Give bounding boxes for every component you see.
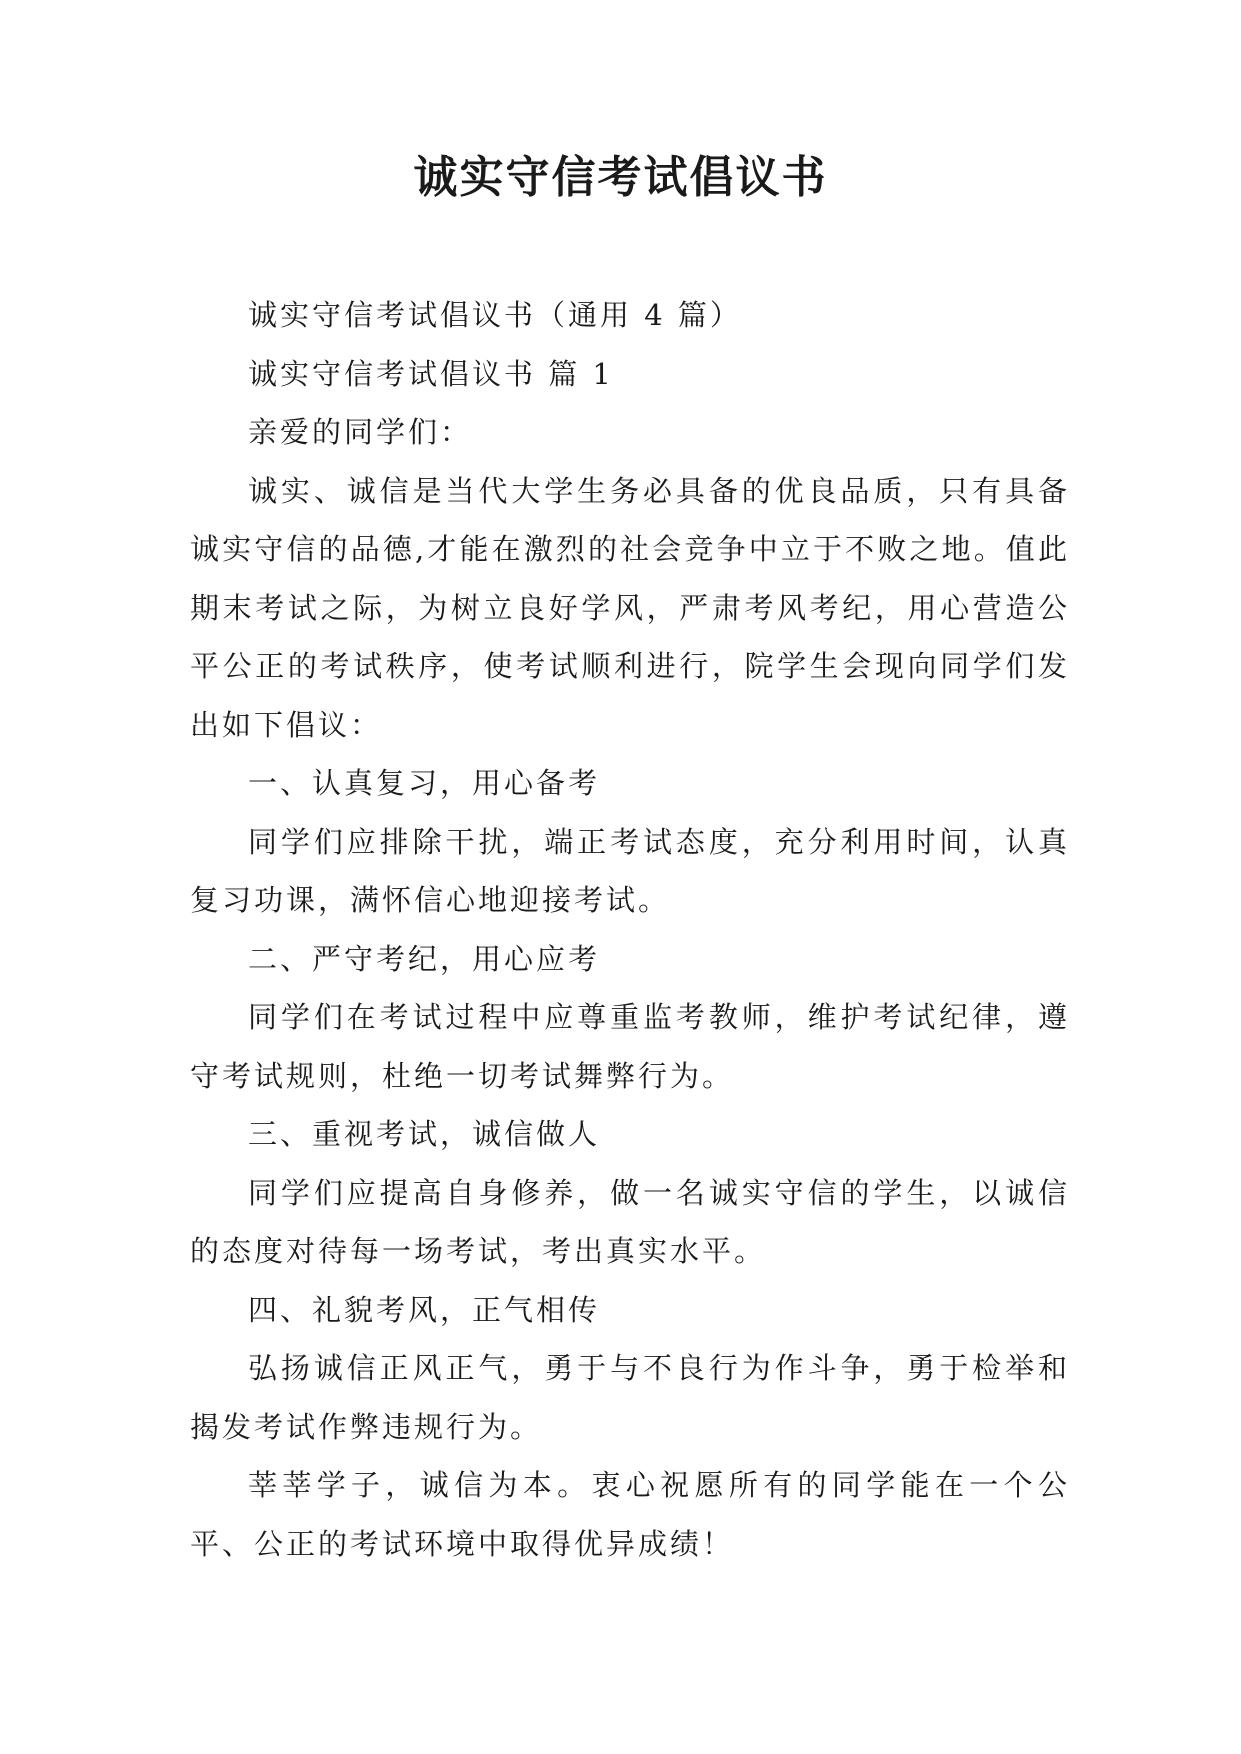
closing-paragraph: 莘莘学子，诚信为本。衷心祝愿所有的同学能在一个公平、公正的考试环境中取得优异成绩！ (190, 1468, 1070, 1561)
proposal-heading-4: 四、礼貌考风，正气相传 (248, 1292, 601, 1327)
document-body (190, 286, 1070, 1573)
proposal-text-4: 弘扬诚信正风正气，勇于与不良行为作斗争，勇于检举和揭发考试作弊违规行为。 (190, 1351, 1070, 1444)
proposal-text-2: 同学们在考试过程中应尊重监考教师，维护考试纪律，遵守考试规则，杜绝一切考试舞弊行为。 (190, 1000, 1070, 1093)
intro-paragraph: 诚实、诚信是当代大学生务必具备的优良品质，只有具备诚实守信的品德,才能在激烈的社会竞争中立于不败之地。值此期末考试之际，为树立良好学风，严肃考风考纪，用心营造公平公正的考试秩序，使考试顺利进行，院学生会现向同学们发出如下倡议： (190, 473, 1070, 742)
proposal-heading-1: 一、认真复习，用心备考 (248, 766, 601, 800)
proposal-heading-2: 二、严守考纪，用心应考 (248, 941, 601, 976)
proposal-heading-3: 三、重视考试，诚信做人 (248, 1117, 601, 1151)
proposal-text-3: 同学们应提高自身修养，做一名诚实守信的学生，以诚信的态度对待每一场考试，考出真实水平。 (190, 1175, 1070, 1268)
subtitle-paragraph: 诚实守信考试倡议书（通用 4 篇） (248, 298, 742, 332)
proposal-text-1: 同学们应排除干扰，端正考试态度，充分利用时间，认真复习功课，满怀信心地迎接考试。 (190, 824, 1070, 917)
salutation: 亲爱的同学们： (248, 415, 473, 449)
section-heading: 诚实守信考试倡议书 篇 1 (248, 356, 614, 391)
document-title: 诚实守信考试倡议书 (413, 152, 828, 203)
